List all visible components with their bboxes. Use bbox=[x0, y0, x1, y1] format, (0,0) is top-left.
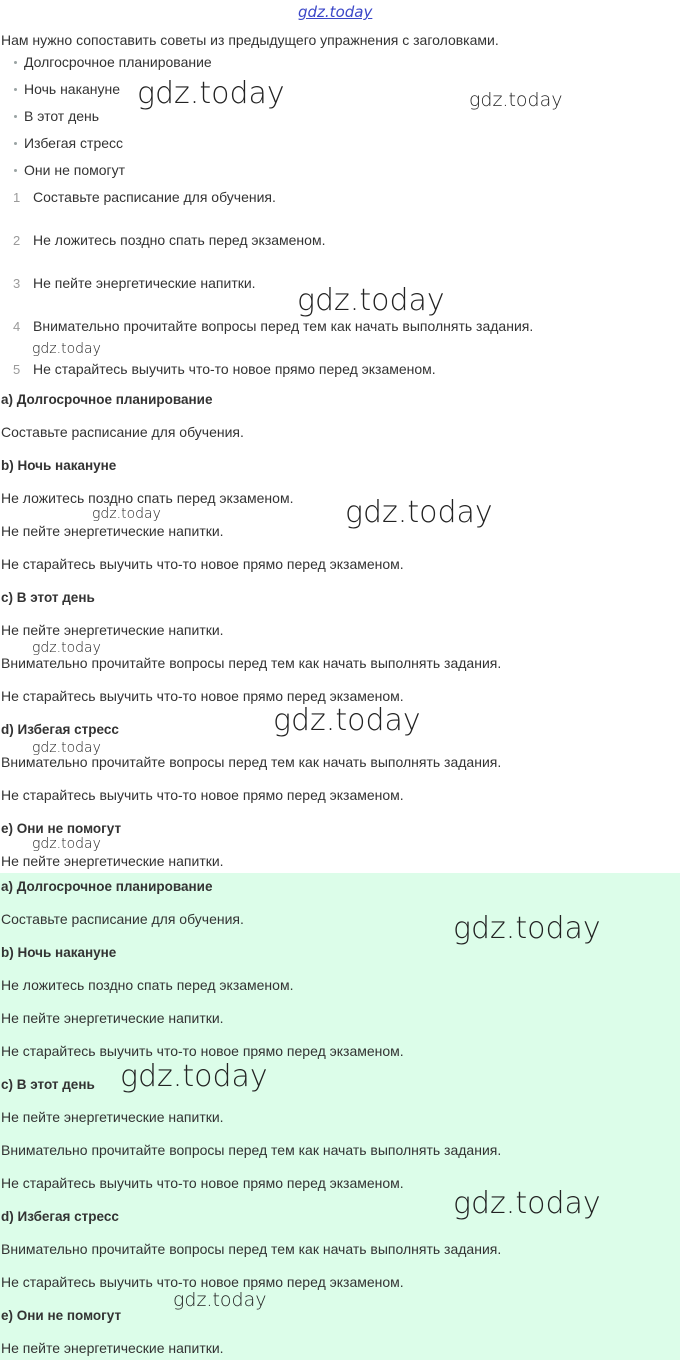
watermark: gdz.today bbox=[92, 506, 161, 522]
answer-line: Не старайтесь выучить что-то новое прямо перед экзаменом. bbox=[1, 1043, 404, 1059]
answer-line: Внимательно прочитайте вопросы перед тем как начать выполнять задания. bbox=[1, 655, 502, 671]
tip-number: 4 bbox=[13, 319, 21, 334]
section-heading-e: e) Они не помогут bbox=[1, 821, 122, 836]
bullet-icon bbox=[14, 88, 17, 91]
list-item-label: Они не помогут bbox=[24, 162, 126, 178]
tip-number: 1 bbox=[13, 190, 21, 205]
answer-line: Не старайтесь выучить что-то новое прямо перед экзаменом. bbox=[1, 1274, 404, 1290]
list-item-label: Ночь накануне bbox=[24, 81, 121, 97]
list-item bbox=[14, 162, 125, 179]
section-heading-b: b) Ночь накануне bbox=[1, 458, 117, 473]
list-item bbox=[14, 54, 212, 71]
answer-line: Не пейте энергетические напитки. bbox=[1, 523, 224, 539]
list-item bbox=[14, 81, 120, 98]
list-item-label: В этот день bbox=[24, 108, 100, 124]
tip-number: 2 bbox=[13, 233, 21, 248]
answer-line: Не старайтесь выучить что-то новое прямо перед экзаменом. bbox=[1, 688, 404, 704]
tip-number: 3 bbox=[13, 276, 21, 291]
list-item-label: Долгосрочное планирование bbox=[24, 54, 212, 70]
answer-line: Не пейте энергетические напитки. bbox=[1, 622, 224, 638]
answer-line: Внимательно прочитайте вопросы перед тем как начать выполнять задания. bbox=[1, 754, 502, 770]
bullet-icon bbox=[14, 61, 17, 64]
watermark: gdz.today bbox=[173, 1289, 267, 1311]
section-heading-c: c) В этот день bbox=[1, 590, 95, 605]
answer-line: Составьте расписание для обучения. bbox=[1, 424, 244, 440]
answer-line: Не пейте энергетические напитки. bbox=[1, 1340, 224, 1356]
answer-line: Не ложитесь поздно спать перед экзаменом. bbox=[1, 490, 294, 506]
answer-line: Не старайтесь выучить что-то новое прямо перед экзаменом. bbox=[1, 787, 404, 803]
answer-line: Внимательно прочитайте вопросы перед тем как начать выполнять задания. bbox=[1, 1142, 502, 1158]
watermark: gdz.today bbox=[32, 341, 101, 357]
answer-line: Не пейте энергетические напитки. bbox=[1, 853, 224, 869]
tip-text: Не пейте энергетические напитки. bbox=[33, 275, 256, 291]
answer-line: Внимательно прочитайте вопросы перед тем как начать выполнять задания. bbox=[1, 1241, 502, 1257]
section-heading-a: a) Долгосрочное планирование bbox=[1, 392, 213, 407]
watermark: gdz.today bbox=[137, 76, 285, 111]
bullet-icon bbox=[14, 142, 17, 145]
answer-line: Не ложитесь поздно спать перед экзаменом. bbox=[1, 977, 294, 993]
watermark: gdz.today bbox=[32, 836, 101, 852]
list-item-label: Избегая стресс bbox=[24, 135, 124, 151]
section-heading-e: e) Они не помогут bbox=[1, 1308, 122, 1323]
watermark: gdz.today bbox=[297, 283, 445, 318]
tip-text: Составьте расписание для обучения. bbox=[33, 189, 276, 205]
section-heading-c: c) В этот день bbox=[1, 1077, 95, 1092]
tip-text: Внимательно прочитайте вопросы перед тем как начать выполнять задания. bbox=[33, 318, 534, 334]
section-heading-d: d) Избегая стресс bbox=[1, 1209, 119, 1224]
watermark-top-link[interactable]: gdz.today bbox=[298, 3, 373, 21]
bullet-icon bbox=[14, 169, 17, 172]
watermark: gdz.today bbox=[469, 89, 563, 111]
watermark: gdz.today bbox=[32, 740, 101, 756]
watermark: gdz.today bbox=[453, 1186, 601, 1221]
answer-line: Не пейте энергетические напитки. bbox=[1, 1010, 224, 1026]
list-item bbox=[14, 135, 123, 152]
section-heading-a: a) Долгосрочное планирование bbox=[1, 879, 213, 894]
answer-line: Составьте расписание для обучения. bbox=[1, 911, 244, 927]
tip-number: 5 bbox=[13, 362, 21, 377]
section-heading-d: d) Избегая стресс bbox=[1, 722, 119, 737]
tip-text: Не ложитесь поздно спать перед экзаменом. bbox=[33, 232, 326, 248]
answer-line: Не старайтесь выучить что-то новое прямо перед экзаменом. bbox=[1, 556, 404, 572]
answer-line: Не старайтесь выучить что-то новое прямо перед экзаменом. bbox=[1, 1175, 404, 1191]
answer-line: Не пейте энергетические напитки. bbox=[1, 1109, 224, 1125]
watermark: gdz.today bbox=[273, 703, 421, 738]
list-item bbox=[14, 108, 99, 125]
tip-text: Не старайтесь выучить что-то новое прямо перед экзаменом. bbox=[33, 361, 436, 377]
watermark: gdz.today bbox=[120, 1059, 268, 1094]
watermark: gdz.today bbox=[32, 640, 101, 656]
watermark: gdz.today bbox=[345, 495, 493, 530]
section-heading-b: b) Ночь накануне bbox=[1, 945, 117, 960]
intro-text: Нам нужно сопоставить советы из предыдущего упражнения с заголовками. bbox=[1, 32, 499, 48]
bullet-icon bbox=[14, 115, 17, 118]
watermark: gdz.today bbox=[453, 911, 601, 946]
